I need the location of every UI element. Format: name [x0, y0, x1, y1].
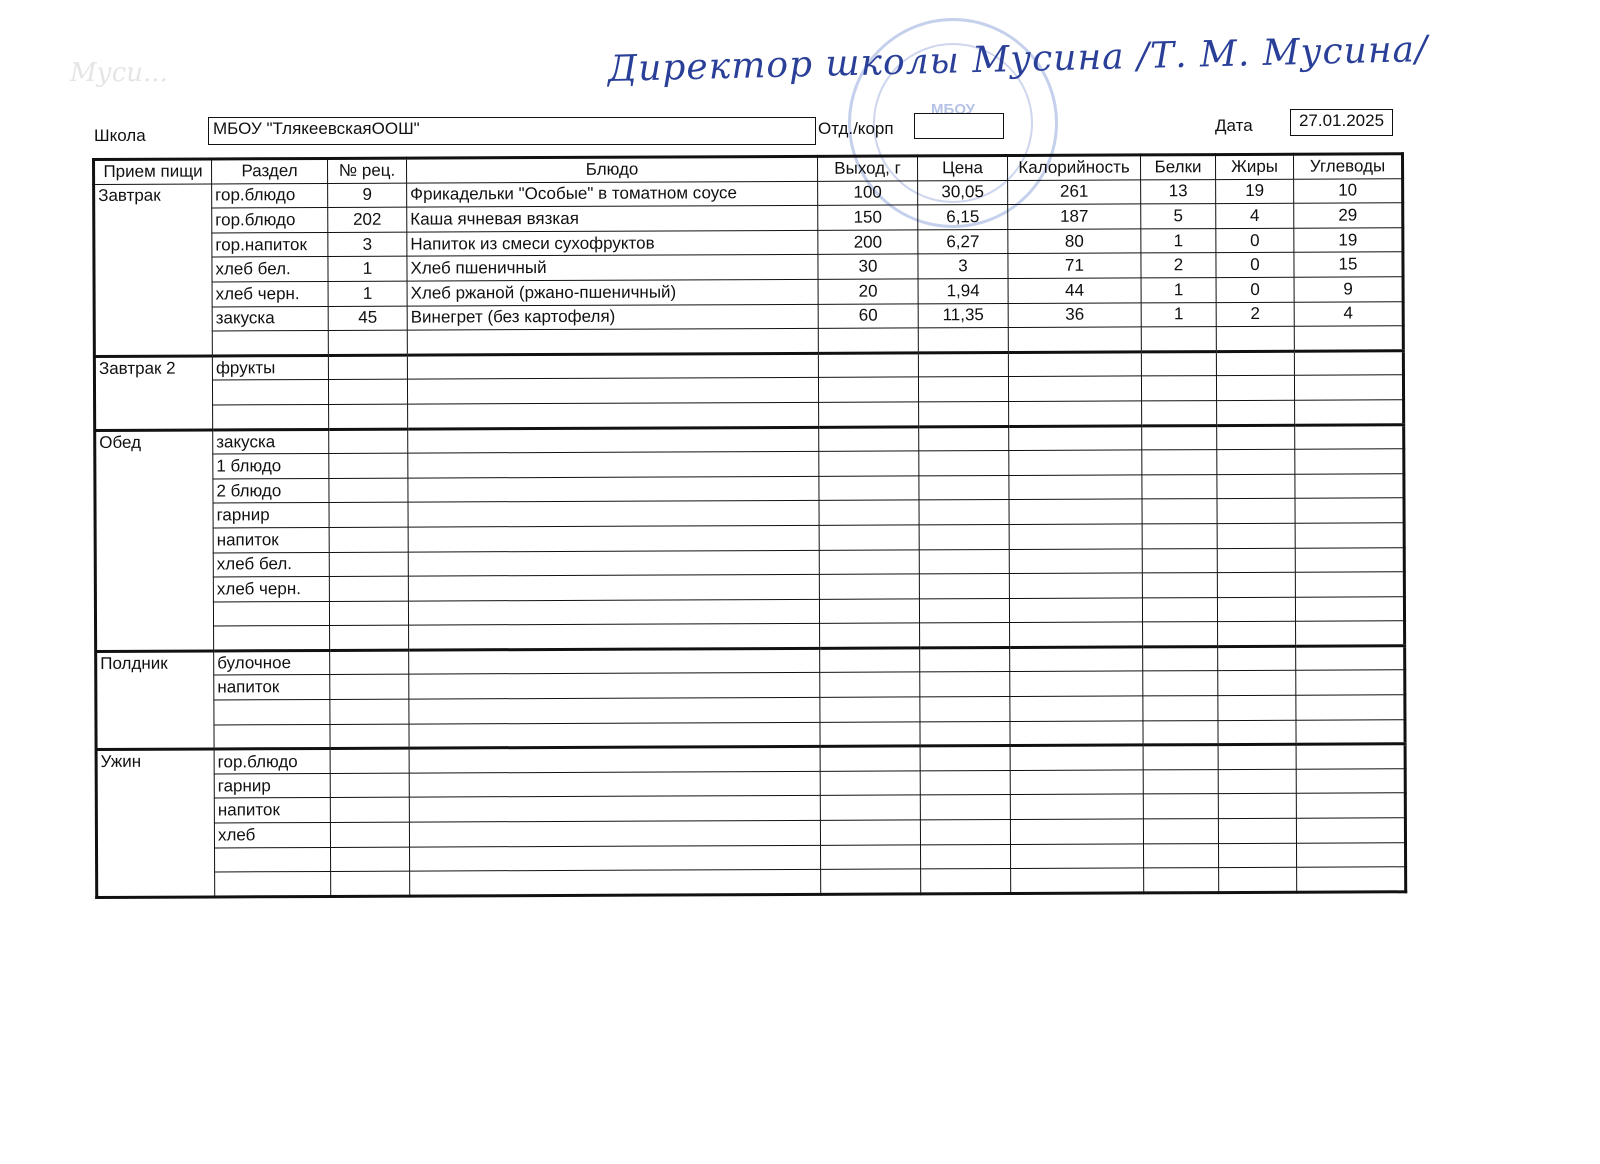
meal-name-cell: Полдник [96, 651, 214, 750]
recipe-no-cell [329, 576, 408, 601]
carbs-cell [1295, 498, 1404, 523]
col-header-yield: Выход, г [817, 156, 917, 181]
protein-cell: 1 [1141, 302, 1216, 327]
yield-cell [820, 623, 920, 648]
yield-cell [818, 328, 918, 353]
dish-cell [408, 427, 819, 453]
price-cell [921, 869, 1011, 894]
meal-name-cell: Завтрак 2 [94, 356, 212, 430]
yield-cell [820, 722, 920, 747]
meal-name-cell: Ужин [96, 749, 215, 897]
yield-cell: 150 [818, 205, 918, 230]
protein-cell [1142, 499, 1217, 524]
section-cell: напиток [213, 527, 329, 552]
price-cell [920, 795, 1010, 820]
calories-cell [1008, 376, 1141, 401]
fat-cell [1219, 867, 1297, 892]
fat-cell: 2 [1216, 302, 1294, 327]
director-signature: Директор школы Мусина /Т. М. Мусина/ [607, 28, 1429, 90]
fat-cell: 19 [1216, 179, 1294, 204]
col-header-section: Раздел [212, 158, 328, 183]
yield-cell [820, 648, 920, 673]
yield-cell [820, 672, 920, 697]
price-cell [919, 524, 1009, 549]
dish-cell [407, 328, 818, 354]
fat-cell [1218, 794, 1296, 819]
price-cell [918, 377, 1008, 402]
recipe-no-cell [328, 330, 407, 355]
section-cell: 2 блюдо [213, 478, 329, 503]
fat-cell [1217, 499, 1295, 524]
fat-cell [1218, 745, 1296, 770]
price-cell [919, 500, 1009, 525]
section-cell: закуска [213, 429, 329, 454]
yield-cell [821, 845, 921, 870]
calories-cell [1010, 721, 1143, 746]
protein-cell [1144, 868, 1219, 893]
fat-cell [1218, 720, 1296, 745]
carbs-cell [1295, 400, 1404, 425]
dept-label: Отд./корп [818, 119, 894, 138]
calories-cell: 71 [1008, 253, 1141, 278]
col-header-fat: Жиры [1215, 154, 1293, 179]
recipe-no-cell [329, 429, 408, 454]
yield-cell [819, 525, 919, 550]
recipe-no-cell [330, 748, 409, 773]
protein-cell [1142, 573, 1217, 598]
price-cell: 6,27 [918, 229, 1008, 254]
carbs-cell [1295, 449, 1404, 474]
price-cell: 11,35 [918, 303, 1008, 328]
yield-cell: 200 [818, 230, 918, 255]
yield-cell [819, 402, 919, 427]
dish-cell [409, 697, 820, 723]
calories-cell [1009, 425, 1142, 450]
col-header-meal: Прием пищи [94, 159, 212, 184]
fat-cell [1216, 351, 1294, 376]
recipe-no-cell [330, 773, 409, 798]
fat-cell [1217, 572, 1295, 597]
dish-cell [407, 378, 818, 404]
col-header-price: Цена [917, 156, 1007, 181]
carbs-cell [1296, 646, 1405, 671]
price-cell: 6,15 [918, 205, 1008, 230]
dish-cell [409, 673, 820, 699]
carbs-cell [1296, 818, 1405, 843]
price-cell [920, 697, 1010, 722]
yield-cell [819, 599, 919, 624]
dish-cell [407, 353, 818, 379]
protein-cell [1142, 425, 1217, 450]
carbs-cell [1296, 793, 1405, 818]
price-cell [918, 352, 1008, 377]
section-cell: булочное [214, 650, 330, 675]
protein-cell: 1 [1141, 278, 1216, 303]
menu-table [92, 152, 1407, 899]
calories-cell [1009, 499, 1142, 524]
dish-cell: Фрикадельки "Особые" в томатном соусе [407, 181, 818, 207]
recipe-no-cell [329, 502, 408, 527]
protein-cell [1143, 794, 1218, 819]
calories-cell [1009, 573, 1142, 598]
section-cell: гор.блюдо [214, 749, 330, 774]
fat-cell [1218, 671, 1296, 696]
section-cell [213, 404, 329, 429]
price-cell: 3 [918, 254, 1008, 279]
protein-cell [1142, 524, 1217, 549]
carbs-cell [1296, 744, 1405, 769]
section-cell: хлеб черн. [213, 577, 329, 602]
recipe-no-cell [330, 625, 409, 650]
section-cell: закуска [212, 306, 328, 331]
carbs-cell [1294, 375, 1403, 400]
protein-cell [1142, 597, 1217, 622]
calories-cell [1010, 794, 1143, 819]
fat-cell: 0 [1216, 277, 1294, 302]
yield-cell [819, 549, 919, 574]
carbs-cell [1295, 473, 1404, 498]
dish-cell [409, 648, 820, 674]
calories-cell: 44 [1008, 278, 1141, 303]
section-cell: гор.блюдо [212, 208, 328, 233]
yield-cell: 30 [818, 254, 918, 279]
recipe-no-cell [330, 675, 409, 700]
recipe-no-cell [330, 724, 409, 749]
protein-cell [1143, 622, 1218, 647]
carbs-cell [1295, 523, 1404, 548]
col-header-recipe-no: № рец. [328, 158, 407, 183]
price-cell: 1,94 [918, 278, 1008, 303]
section-cell: хлеб [214, 822, 330, 847]
price-cell [920, 770, 1010, 795]
fat-cell [1219, 843, 1297, 868]
protein-cell [1143, 696, 1218, 721]
dish-cell: Хлеб ржаной (ржано-пшеничный) [407, 279, 818, 305]
fat-cell [1218, 622, 1296, 647]
calories-cell [1009, 401, 1142, 426]
fat-cell [1218, 818, 1296, 843]
calories-cell [1010, 671, 1143, 696]
calories-cell [1009, 524, 1142, 549]
school-label: Школа [94, 126, 146, 145]
dish-cell: Напиток из смеси сухофруктов [407, 230, 818, 256]
protein-cell [1142, 450, 1217, 475]
fat-cell [1217, 400, 1295, 425]
protein-cell [1143, 671, 1218, 696]
recipe-no-cell [330, 822, 409, 847]
dish-cell [408, 451, 819, 477]
dish-cell [408, 525, 819, 551]
price-cell [920, 672, 1010, 697]
yield-cell [820, 746, 920, 771]
section-cell [215, 872, 331, 897]
price-cell [921, 844, 1011, 869]
price-cell [919, 401, 1009, 426]
protein-cell [1143, 745, 1218, 770]
yield-cell [818, 377, 918, 402]
price-cell: 30,05 [918, 180, 1008, 205]
carbs-cell [1294, 351, 1403, 376]
calories-cell [1009, 475, 1142, 500]
carbs-cell: 9 [1294, 277, 1403, 302]
carbs-cell [1296, 769, 1405, 794]
fat-cell [1217, 449, 1295, 474]
price-cell [919, 574, 1009, 599]
recipe-no-cell [328, 355, 407, 380]
recipe-no-cell: 202 [328, 207, 407, 232]
recipe-no-cell [330, 798, 409, 823]
faint-bleed-through: Муси... [70, 58, 168, 88]
recipe-no-cell [329, 601, 408, 626]
fat-cell [1217, 474, 1295, 499]
dish-cell [408, 574, 819, 600]
dish-cell: Каша ячневая вязкая [407, 206, 818, 232]
protein-cell [1141, 351, 1216, 376]
section-cell: хлеб бел. [212, 257, 328, 282]
carbs-cell [1296, 621, 1405, 646]
calories-cell [1008, 352, 1141, 377]
fat-cell [1217, 597, 1295, 622]
protein-cell [1142, 474, 1217, 499]
price-cell [920, 721, 1010, 746]
recipe-no-cell: 3 [328, 232, 407, 257]
price-cell [920, 647, 1010, 672]
protein-cell: 1 [1141, 228, 1216, 253]
section-cell: напиток [214, 675, 330, 700]
section-cell: фрукты [212, 355, 328, 380]
dish-cell [408, 501, 819, 527]
calories-cell [1010, 770, 1143, 795]
protein-cell: 5 [1141, 204, 1216, 229]
price-cell [919, 475, 1009, 500]
carbs-cell [1295, 596, 1404, 621]
dish-cell [408, 476, 819, 502]
section-cell: хлеб черн. [212, 281, 328, 306]
fat-cell: 0 [1216, 228, 1294, 253]
meal-name-cell: Завтрак [94, 184, 213, 357]
recipe-no-cell: 9 [328, 183, 407, 208]
dish-cell [409, 820, 820, 846]
calories-cell [1010, 647, 1143, 672]
dept-field[interactable] [914, 113, 1004, 139]
yield-cell [820, 820, 920, 845]
yield-cell [818, 353, 918, 378]
carbs-cell [1295, 572, 1404, 597]
carbs-cell [1295, 424, 1404, 449]
calories-cell [1011, 844, 1144, 869]
carbs-cell: 29 [1294, 203, 1403, 228]
price-cell [920, 746, 1010, 771]
calories-cell [1010, 745, 1143, 770]
carbs-cell: 15 [1294, 252, 1403, 277]
meal-name-cell: Обед [95, 430, 214, 652]
section-cell [214, 626, 330, 651]
protein-cell [1143, 720, 1218, 745]
calories-cell [1009, 450, 1142, 475]
recipe-no-cell [331, 847, 410, 872]
yield-cell: 100 [818, 180, 918, 205]
carbs-cell: 10 [1294, 178, 1403, 203]
carbs-cell [1295, 547, 1404, 572]
carbs-cell [1294, 326, 1403, 351]
recipe-no-cell [330, 650, 409, 675]
carbs-cell [1296, 670, 1405, 695]
yield-cell [820, 795, 920, 820]
recipe-no-cell [330, 699, 409, 724]
recipe-no-cell [329, 552, 408, 577]
dish-cell [409, 747, 820, 773]
recipe-no-cell [329, 527, 408, 552]
school-field[interactable]: МБОУ "ТлякеевскаяООШ" [208, 117, 816, 145]
protein-cell [1142, 401, 1217, 426]
protein-cell [1141, 376, 1216, 401]
calories-cell [1010, 622, 1143, 647]
dish-cell [409, 771, 820, 797]
col-header-dish: Блюдо [407, 156, 818, 182]
price-cell [919, 426, 1009, 451]
carbs-cell: 19 [1294, 228, 1403, 253]
recipe-no-cell [329, 478, 408, 503]
carbs-cell [1296, 842, 1405, 867]
fat-cell [1217, 548, 1295, 573]
date-label: Дата [1215, 116, 1253, 135]
section-cell: хлеб бел. [213, 552, 329, 577]
section-cell: гарнир [214, 773, 330, 798]
yield-cell [819, 451, 919, 476]
dish-cell [409, 624, 820, 650]
dish-cell: Хлеб пшеничный [407, 255, 818, 281]
yield-cell [819, 500, 919, 525]
calories-cell: 80 [1008, 229, 1141, 254]
fat-cell: 4 [1216, 203, 1294, 228]
dish-cell: Винегрет (без картофеля) [407, 304, 818, 330]
fat-cell [1218, 695, 1296, 720]
carbs-cell [1296, 719, 1405, 744]
yield-cell [819, 476, 919, 501]
price-cell [919, 549, 1009, 574]
date-field[interactable]: 27.01.2025 [1290, 109, 1393, 136]
section-cell: гор.напиток [212, 232, 328, 257]
col-header-protein: Белки [1140, 155, 1215, 180]
recipe-no-cell: 1 [328, 281, 407, 306]
protein-cell [1141, 327, 1216, 352]
price-cell [920, 623, 1010, 648]
protein-cell [1144, 843, 1219, 868]
carbs-cell [1297, 867, 1406, 892]
section-cell [213, 601, 329, 626]
dish-cell [408, 599, 819, 625]
price-cell [918, 328, 1008, 353]
recipe-no-cell [329, 453, 408, 478]
section-cell: 1 блюдо [213, 454, 329, 479]
calories-cell [1010, 819, 1143, 844]
protein-cell [1142, 548, 1217, 573]
col-header-calories: Калорийность [1007, 155, 1140, 180]
section-cell [215, 847, 331, 872]
table-row [97, 867, 1406, 897]
calories-cell: 261 [1008, 180, 1141, 205]
recipe-no-cell: 45 [328, 306, 407, 331]
calories-cell [1009, 598, 1142, 623]
calories-cell [1011, 868, 1144, 893]
section-cell [214, 724, 330, 749]
fat-cell [1218, 646, 1296, 671]
recipe-no-cell: 1 [328, 257, 407, 282]
col-header-carbs: Углеводы [1293, 154, 1402, 179]
price-cell [920, 820, 1010, 845]
calories-cell [1008, 327, 1141, 352]
fat-cell [1216, 326, 1294, 351]
fat-cell [1217, 425, 1295, 450]
protein-cell [1143, 769, 1218, 794]
section-cell [212, 331, 328, 356]
calories-cell: 187 [1008, 204, 1141, 229]
dish-cell [409, 796, 820, 822]
dish-cell [408, 402, 819, 428]
section-cell: гарнир [213, 503, 329, 528]
protein-cell: 13 [1141, 179, 1216, 204]
section-cell: гор.блюдо [212, 183, 328, 208]
recipe-no-cell [331, 871, 410, 896]
protein-cell: 2 [1141, 253, 1216, 278]
carbs-cell [1296, 695, 1405, 720]
yield-cell: 20 [818, 279, 918, 304]
dish-cell [409, 722, 820, 748]
fat-cell [1216, 376, 1294, 401]
recipe-no-cell [329, 404, 408, 429]
protein-cell [1143, 646, 1218, 671]
yield-cell [819, 574, 919, 599]
price-cell [919, 598, 1009, 623]
dish-cell [410, 870, 821, 896]
calories-cell: 36 [1008, 302, 1141, 327]
calories-cell [1009, 548, 1142, 573]
section-cell [214, 700, 330, 725]
yield-cell: 60 [818, 303, 918, 328]
yield-cell [819, 426, 919, 451]
fat-cell [1218, 769, 1296, 794]
dish-cell [410, 845, 821, 871]
dish-cell [408, 550, 819, 576]
calories-cell [1010, 696, 1143, 721]
yield-cell [820, 697, 920, 722]
section-cell [212, 380, 328, 405]
recipe-no-cell [328, 379, 407, 404]
carbs-cell: 4 [1294, 301, 1403, 326]
fat-cell [1217, 523, 1295, 548]
section-cell: напиток [214, 798, 330, 823]
price-cell [919, 451, 1009, 476]
yield-cell [820, 771, 920, 796]
yield-cell [821, 869, 921, 894]
fat-cell: 0 [1216, 253, 1294, 278]
protein-cell [1143, 819, 1218, 844]
stamp-text: МБОУ [931, 101, 975, 118]
